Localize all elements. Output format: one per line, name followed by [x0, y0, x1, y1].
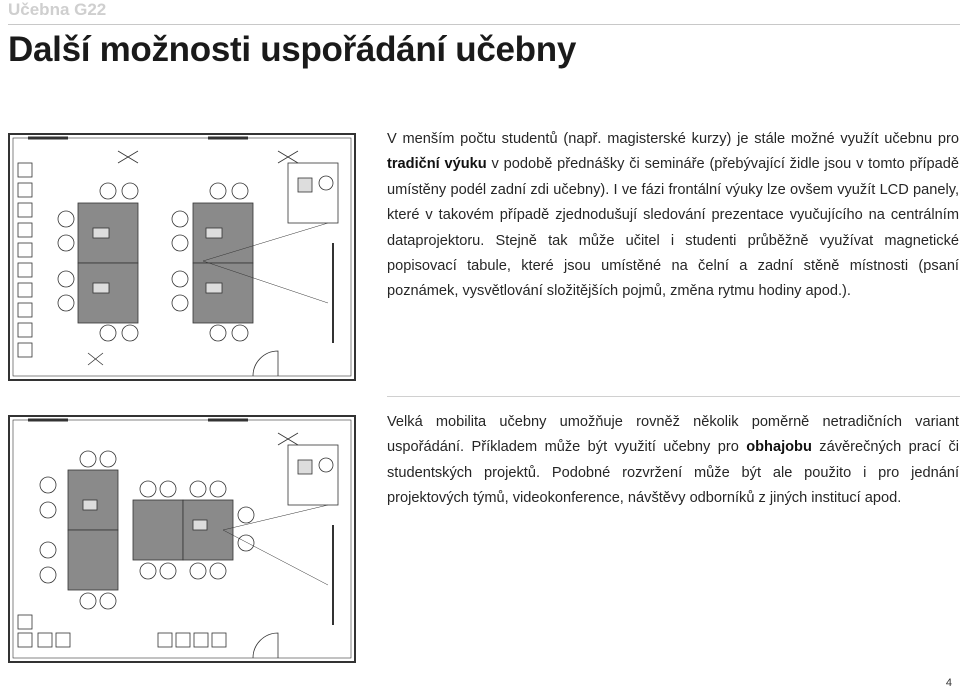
- door: [253, 633, 278, 658]
- paragraph-text: V menším počtu studentů (např. magisterské kurzy) je stále možné využít učebnu pro: [387, 131, 959, 147]
- paragraph-traditional: [387, 127, 959, 305]
- desk-group-left: [58, 183, 138, 341]
- chairs-back-wall: [18, 163, 32, 357]
- floor-plan-traditional: [8, 133, 356, 381]
- spare-chairs: [18, 615, 226, 647]
- paragraph-text: v podobě přednášky či semináře (přebývající židle jsou v tomto případě umístěny podél zadní zdi učebny). I ve fázi frontální výuky lze ovšem využít LCD panely, které v takovém případě zjednodušují sledování prezentace vyučujícího na centrálním dataprojektoru. Stejně tak může učitel i studenti průběžně využívat magnetické popisovací tabule, které jsou umístěné na čelní a zadní stěně místnosti (psaní poznámek, vysvětlování složitějších pojmů, změna rytmu hodiny apod.).: [387, 156, 959, 300]
- projection-line: [223, 530, 328, 585]
- room-inner-wall: [13, 138, 351, 376]
- emphasis-defense: obhajobu: [746, 439, 812, 456]
- teacher-desk: [288, 163, 338, 223]
- floor-plan-defense: [8, 415, 356, 663]
- running-head: Učebna G22: [8, 0, 107, 19]
- paragraph-text: závěrečných prací či studentských projektů. Podobné rozvržení může být ale použito i pro jednání projektových týmů, videokonference, návštěvy odborníků z jiných institucí apod.: [387, 439, 959, 507]
- door: [253, 351, 278, 376]
- room-wall: [9, 134, 355, 380]
- desk-group-middle: [172, 183, 253, 341]
- paragraph-text: Velká mobilita učebny umožňuje rovněž několik poměrně netradičních variant uspořádání. Příkladem může být využití učebny pro: [387, 414, 959, 456]
- section-divider: [387, 396, 960, 397]
- page-number: 4: [945, 677, 952, 689]
- presenter-desk: [288, 445, 338, 505]
- header-rule: [8, 24, 960, 25]
- student-desks: [133, 481, 254, 579]
- committee-desks: [40, 451, 118, 609]
- page-title: Další možnosti uspořádání učebny: [8, 30, 577, 69]
- emphasis-traditional-teaching: tradiční výuku: [387, 156, 487, 173]
- paragraph-defense: [387, 410, 959, 512]
